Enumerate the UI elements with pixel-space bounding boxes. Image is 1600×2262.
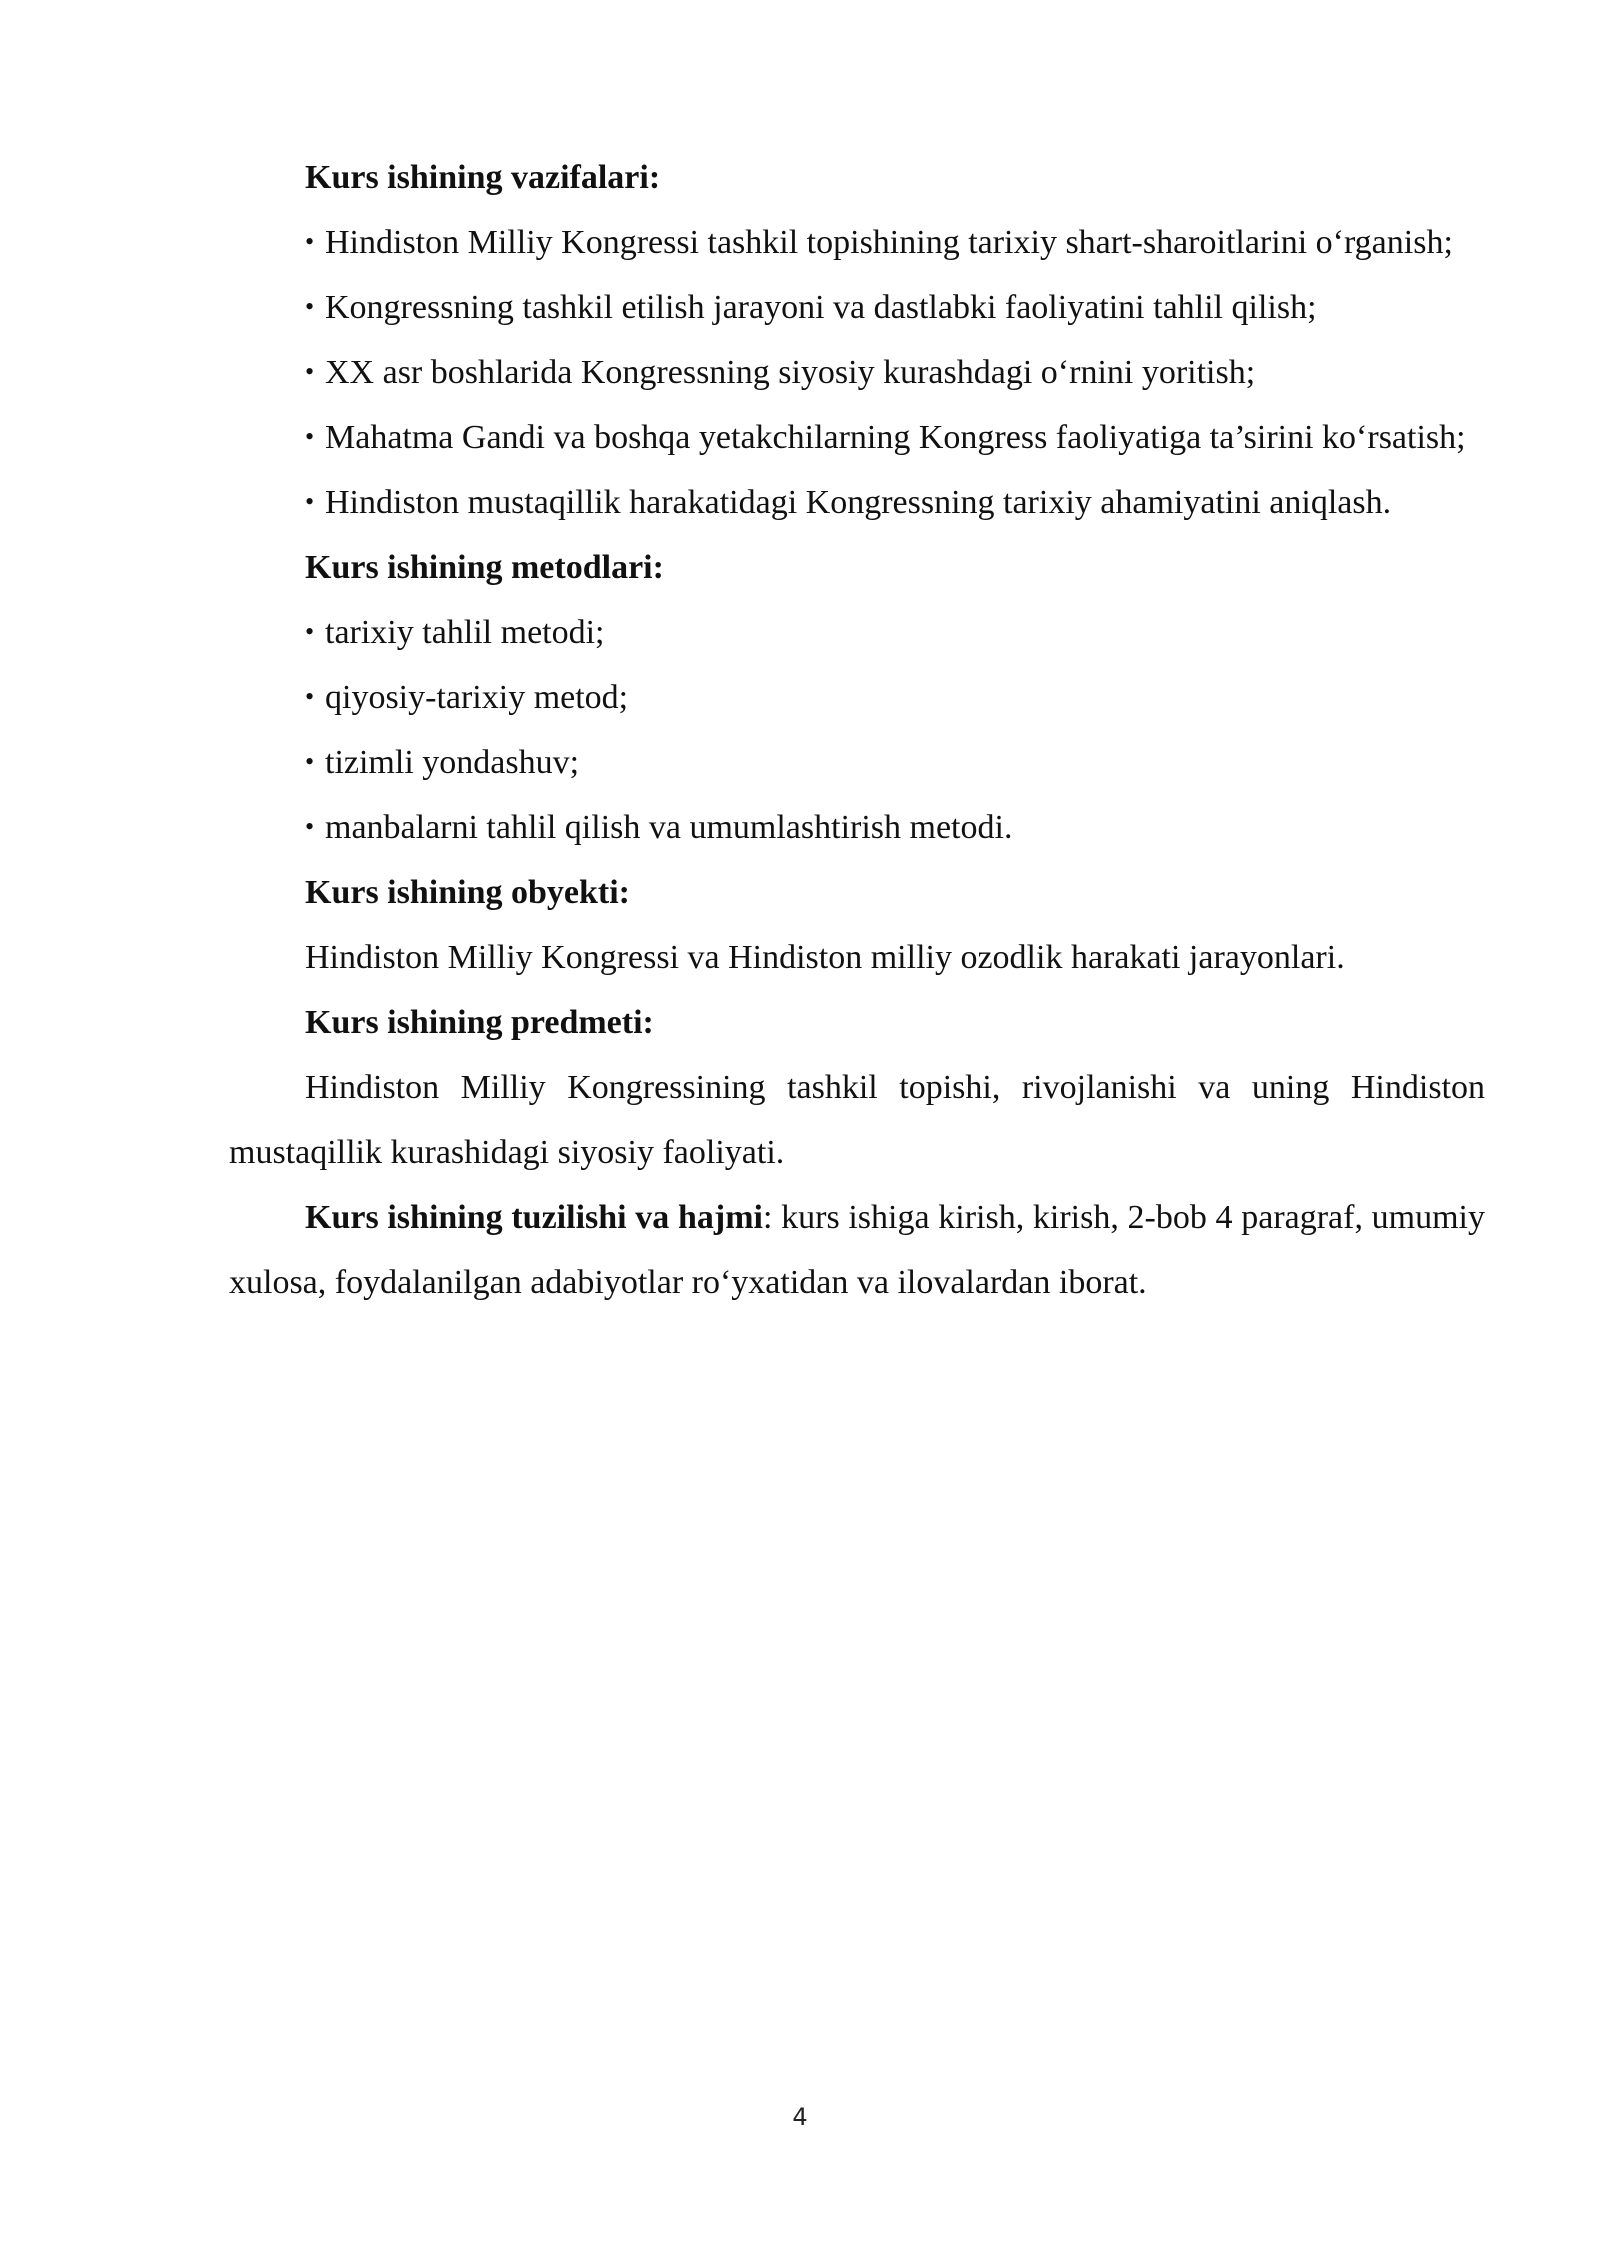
subject-heading: Kurs ishining predmeti:	[305, 1004, 654, 1041]
tasks-item-text: XX asr boshlarida Kongressning siyosiy kurashdagi o‘rnini yoritish;	[325, 354, 1256, 391]
methods-item-4	[229, 795, 1485, 860]
methods-item-2	[229, 665, 1485, 730]
tasks-item-text: Kongressning tashkil etilish jarayoni va dastlabki faoliyatini tahlil qilish;	[325, 289, 1317, 326]
structure-paragraph	[229, 1185, 1485, 1315]
methods-heading: Kurs ishining metodlari:	[305, 549, 664, 586]
bullet-icon: •	[305, 682, 315, 711]
bullet-icon: •	[305, 487, 315, 516]
structure-text: : kurs ishiga kirish, kirish, 2-bob 4 paragraf, umumiy xulosa, foydalanilgan adabiyotlar ro‘yxatidan va ilovalardan iborat.	[229, 1199, 1485, 1301]
tasks-item-2	[229, 275, 1485, 340]
bullet-icon: •	[305, 227, 315, 256]
bullet-icon: •	[305, 292, 315, 321]
methods-item-1	[229, 600, 1485, 665]
bullet-icon: •	[305, 617, 315, 646]
tasks-item-text: Hindiston mustaqillik harakatidagi Kongressning tarixiy ahamiyatini aniqlash.	[325, 484, 1392, 521]
tasks-item-5	[229, 470, 1485, 535]
bullet-icon: •	[305, 422, 315, 451]
tasks-heading: Kurs ishining vazifalari:	[305, 159, 661, 196]
tasks-item-text: Mahatma Gandi va boshqa yetakchilarning Kongress faoliyatiga ta’sirini ko‘rsatish;	[325, 419, 1466, 456]
tasks-item-text: Hindiston Milliy Kongressi tashkil topishining tarixiy shart-sharoitlarini o‘rganish;	[325, 224, 1453, 261]
bullet-icon: •	[305, 747, 315, 776]
page-body	[229, 145, 1485, 1315]
methods-item-3	[229, 730, 1485, 795]
methods-item-text: manbalarni tahlil qilish va umumlashtirish metodi.	[325, 809, 1013, 846]
methods-item-text: tizimli yondashuv;	[325, 744, 580, 781]
object-text: Hindiston Milliy Kongressi va Hindiston milliy ozodlik harakati jarayonlari.	[305, 939, 1345, 976]
methods-item-text: qiyosiy-tarixiy metod;	[325, 679, 629, 716]
subject-text: Hindiston Milliy Kongressining tashkil topishi, rivojlanishi va uning Hindiston mustaqillik kurashidagi siyosiy faoliyati.	[229, 1069, 1485, 1171]
methods-item-text: tarixiy tahlil metodi;	[325, 614, 605, 651]
structure-heading: Kurs ishining tuzilishi va hajmi	[305, 1199, 763, 1236]
bullet-icon: •	[305, 812, 315, 841]
page-number: 4	[792, 2103, 808, 2131]
bullet-icon: •	[305, 357, 315, 386]
tasks-item-4	[229, 405, 1485, 470]
object-heading: Kurs ishining obyekti:	[305, 874, 630, 911]
tasks-item-3	[229, 340, 1485, 405]
tasks-item-1	[229, 210, 1485, 275]
